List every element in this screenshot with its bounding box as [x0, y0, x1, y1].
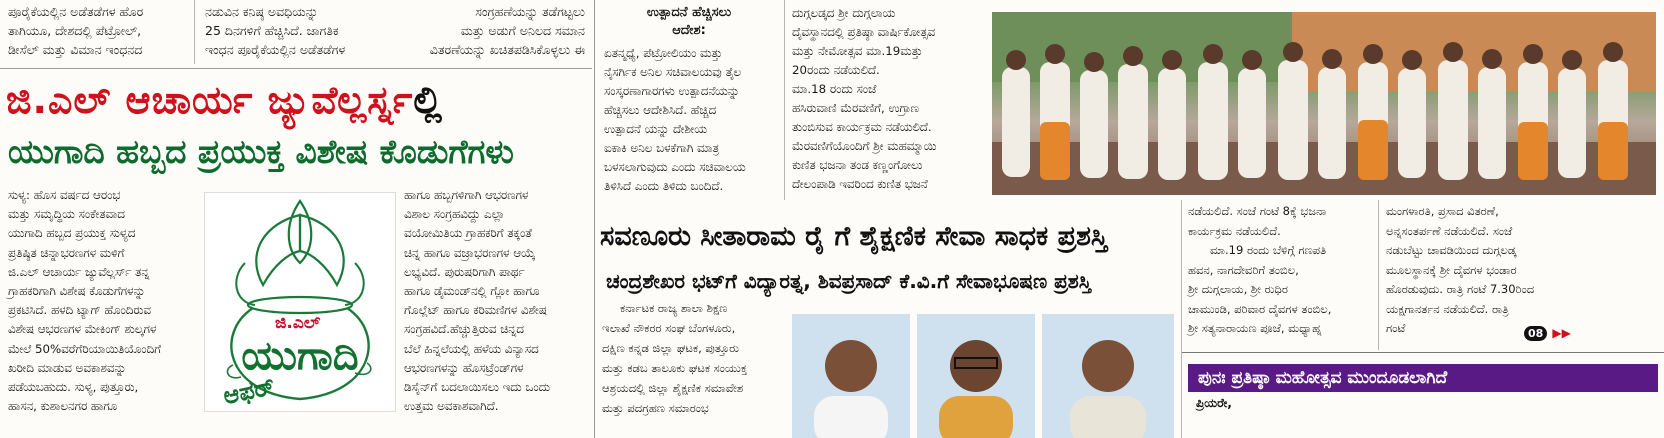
text-line: ಇಂಧನ ಪೂರೈಕೆಯಲ್ಲಿನ ಅಡೆತಡೆಗಳ [205, 42, 346, 57]
headline-suffix: ನಲ್ಲಿ [413, 78, 444, 122]
text-line: ಪೂರೈಕೆಯಲ್ಲಿನ ಅಡೆತಡೆಗಳ ಹೊರ [8, 4, 144, 19]
text-line: ಡೀಸೆಲ್ ಮತ್ತು ವಿಮಾನ ಇಂಧನದ [8, 42, 143, 57]
headline-ugadi-offers: ಯುಗಾದಿ ಹಬ್ಬದ ಪ್ರಯುಕ್ತ ವಿಶೇಷ ಕೊಡುಗೆಗಳು [8, 132, 514, 171]
notice-body: ಪ್ರಿಯರೇ, [1196, 396, 1232, 410]
temple-body: ದುಗ್ಗಲಡ್ಕದ ಶ್ರೀ ದುಗ್ಗಲಾಯ ದೈವಸ್ಥಾನದಲ್ಲಿ ಪ್ರತಿಷ್ಠಾ ವಾರ್ಷಿಕೋತ್ಸವ ಮತ್ತು ನೇಮೋತ್ಸವ ಮಾ.19ಮತ್ತು 20ರಂದು ನಡೆಯಲಿದೆ. ಮಾ.18 ರಂದು ಸಂಜೆ ಹಸಿರುವಾಣಿ ಮೆರವಣಿಗೆ, ಉಗ್ರಾಣ ತುಂಬಿಸುವ ಕಾರ್ಯಕ್ರಮ ನಡೆಯಲಿದೆ. ಮೆರವಣಿಗೆಯೊಂದಿಗೆ ಶ್ರೀ ಮಹಮ್ಮಾಯಿ ಕುಣಿತ ಭಜನಾ ತಂಡ ಕಣ್ಣಂಗೋಲು ದೇಲಂಪಾಡಿ ಇವರಿಂದ ಕುಣಿತ ಭಜನೆ [792, 6, 937, 191]
ad-brand: ಜಿ.ಎಲ್ [275, 313, 321, 333]
top-col-2 [205, 2, 385, 59]
portrait-2 [917, 314, 1035, 438]
ad-title: ಯುಗಾದಿ [241, 333, 359, 379]
page-marker [1524, 322, 1571, 341]
temple-group-photo [992, 12, 1656, 195]
award-body: ಕರ್ನಾಟಕ ರಾಜ್ಯ ಶಾಲಾ ಶಿಕ್ಷಣ ಇಲಾಖೆ ನೌಕರರ ಸಂಘ ಬೆಂಗಳೂರು, ದಕ್ಷಿಣ ಕನ್ನಡ ಜಿಲ್ಲಾ ಘಟಕ, ಪುತ್ತೂರು ಮತ್ತು ಕಡಬ ತಾಲೂಕು ಘಟಕ ಸಂಯುಕ್ತ ಆಶ್ರಯದಲ್ಲಿ ಜಿಲ್ಲಾ ಶೈಕ್ಷಣಿಕ ಸಮಾವೇಶ ಮತ್ತು ಪದಗ್ರಹಣ ಸಮಾರಂಭ [602, 301, 747, 415]
page-number: 08 [1524, 326, 1547, 341]
right-col-1: ನಡೆಯಲಿದೆ. ಸಂಜೆ ಗಂಟೆ 8ಕ್ಕೆ ಭಜನಾ ಕಾರ್ಯಕ್ರಮ ನಡೆಯಲಿದೆ. ಮಾ.19 ರಂದು ಬೆಳಿಗ್ಗೆ ಗಣಪತಿ ಹವನ, ನಾಗದೇವರಿಗೆ ತಂಬಿಲ, ಶ್ರೀ ದುಗ್ಗಲಾಯ, ಶ್ರೀ ರುಧಿರ ಚಾಮುಂಡಿ, ಪರಿವಾರ ದೈವಗಳ ತಂಬಿಲ, ಶ್ರೀ ಸತ್ಯನಾರಾಯಣ ಪೂಜೆ, ಮಧ್ಯಾಹ್ನ [1188, 204, 1332, 335]
portrait-1 [792, 314, 910, 438]
ugadi-offer-ad [204, 192, 396, 412]
portrait-3 [1042, 314, 1174, 438]
text-line: ನಡುವಿನ ಕನಿಷ್ಠ ಅವಧಿಯನ್ನು [205, 4, 319, 19]
arrow-right-icon: ▶▶ [1552, 326, 1571, 340]
ad-sub: ಆಫರ್ [220, 371, 278, 411]
top-col-3 [395, 2, 585, 59]
jewel-col-2: ಹಾಗೂ ಹಬ್ಬಗಳಿಗಾಗಿ ಆಭರಣಗಳ ವಿಶಾಲ ಸಂಗ್ರಹವಿದ್ದು ಎಲ್ಲಾ ವಯೋಮಿತಿಯ ಗ್ರಾಹಕರಿಗೆ ತಕ್ಕಂತೆ ಚಿನ್ನ ಹಾಗೂ ವಜ್ರಾಭರಣಗಳ ಆಯ್ಕೆ ಲಭ್ಯವಿದೆ. ಪುರುಷರಿಗಾಗಿ ಪಾರ್ಥ ಹಾಗೂ ಡೈಮಂಡ್‌ನಲ್ಲಿ ಗ್ಲೋ ಹಾಗೂ ಗೊಲ್ಲೆಟ್ ಹಾಗೂ ಕರಿಮಣಿಗಳ ವಿಶೇಷ ಸಂಗ್ರಹವಿದೆ.ಹೆಚ್ಚುತ್ತಿರುವ ಚಿನ್ನದ ಬೆಲೆ ಹಿನ್ನಲೆಯಲ್ಲಿ ಹಳೆಯ ವಿನ್ಯಾಸದ ಆಭರಣಗಳನ್ನು ಹೊಸಟ್ರೆಂಡ್‌ಗಳ ಡಿಸೈನ್‌ಗೆ ಬದಲಾಯಿಸಲು ಇದು ಒಂದು ಉತ್ತಮ ಅವಕಾಶವಾಗಿದೆ. [404, 188, 550, 414]
text-line: ಸಂಗ್ರಹಣೆಯನ್ನು ತಡೆಗಟ್ಟಲು [475, 4, 585, 19]
right-col-2: ಮಂಗಳಾರತಿ, ಪ್ರಸಾದ ವಿತರಣೆ, ಅನ್ನಸಂತರ್ಪಣೆ ನಡೆಯಲಿದೆ. ಸಂಜೆ ನಡುಬೆಟ್ಟು ಚಾವಡಿಯಿಂದ ದುಗ್ಗಲಡ್ಕ ಮೂಲಸ್ಥಾನಕ್ಕೆ ಶ್ರೀ ದೈವಗಳ ಭಂಡಾರ ಹೊರಡುವುದು. ರಾತ್ರಿ ಗಂಟೆ 7.30ರಿಂದ ಯಕ್ಷಗಾನರ್ತನ ನಡೆಯಲಿದೆ. ರಾತ್ರಿ ಗಂಟೆ [1386, 204, 1535, 335]
text-line: ಮತ್ತು ಅಡುಗೆ ಅನಿಲದ ಸಮಾನ [460, 23, 585, 38]
notice-title: ಪುನಃ ಪ್ರತಿಷ್ಠಾ ಮಹೋತ್ಸವ ಮುಂದೂಡಲಾಗಿದೆ [1198, 368, 1448, 388]
jewel-col-1: ಸುಳ್ಯ: ಹೊಸ ವರ್ಷದ ಆರಂಭ ಮತ್ತು ಸಮೃದ್ಧಿಯ ಸಂಕೇತವಾದ ಯುಗಾದಿ ಹಬ್ಬದ ಪ್ರಯುಕ್ತ ಸುಳ್ಯದ ಪ್ರತಿಷ್ಠಿತ ಚಿನ್ನಾಭರಣಗಳ ಮಳಿಗೆ ಜಿ.ಎಲ್ ಆಚಾರ್ಯ ಜ್ಯುವೆಲ್ಲರ್ಸ್ ತನ್ನ ಗ್ರಾಹಕರಿಗಾಗಿ ವಿಶೇಷ ಕೊಡುಗೆಗಳನ್ನು ಪ್ರಕಟಿಸಿದೆ. ಹಳದಿ ಟ್ಯಾಗ್ ಹೊಂದಿರುವ ವಿಶೇಷ ಆಭರಣಗಳ ಮೇಕಿಂಗ್ ಶುಲ್ಕಗಳ ಮೇಲೆ 50%ವರೆಗೆರಿಯಾಯಿತಿಯೊಂದಿಗೆ ಖರೀದಿ ಮಾಡುವ ಅವಕಾಶವನ್ನು ಪಡೆಯಬಹುದು. ಸುಳ್ಯ, ಪುತ್ತೂರು, ಹಾಸನ, ಕುಶಾಲನಗರ ಹಾಗೂ [8, 188, 161, 414]
top-col-1 [8, 2, 188, 59]
award-headline-2: ಚಂದ್ರಶೇಖರ ಭಟ್‌ಗೆ ವಿದ್ಯಾರತ್ನ, ಶಿವಪ್ರಸಾದ್ ಕೆ.ವಿ.ಗೆ ಸೇವಾಭೂಷಣ ಪ್ರಶಸ್ತಿ [606, 269, 1092, 293]
notice-banner [1188, 364, 1658, 392]
production-body: ಏತನ್ಮಧ್ಯೆ, ಪೆಟ್ರೋಲಿಯಂ ಮತ್ತು ನೈಸರ್ಗಿಕ ಅನಿಲ ಸಚಿವಾಲಯವು ತೈಲ ಸಂಸ್ಕರಣಾಗಾರಗಳು ಉತ್ಪಾದನೆಯನ್ನು ಹೆಚ್ಚಿಸಲು ಆದೇಶಿಸಿದೆ. ಹೆಚ್ಚಿದ ಉತ್ಪಾದನೆ ಯನ್ನು ದೇಶೀಯ ಐಕಾಕಿ ಅನಿಲ ಬಳಕೆಗಾಗಿ ಮಾತ್ರ ಬಳಸಲಾಗುವುದು ಎಂದು ಸಚಿವಾಲಯ ತಿಳಿಸಿದೆ ಎಂದು ತಿಳಿದು ಬಂದಿದೆ. [604, 46, 746, 193]
headline-brand: ಜಿ.ಎಲ್ ಆಚಾರ್ಯ ಜ್ಯುವೆಲ್ಲರ್ಸ್ [6, 78, 414, 122]
subhead-production: ಉತ್ಪಾದನೆ ಹೆಚ್ಚಿಸಲು ಆದೇಶ: [646, 5, 732, 38]
award-headline-1: ಸವಣೂರು ಸೀತಾರಾಮ ರೈ ಗೆ ಶೈಕ್ಷಣಿಕ ಸೇವಾ ಸಾಧಕ ಪ್ರಶಸ್ತಿ [600, 221, 1108, 252]
text-line: 25 ದಿನಗಳಿಗೆ ಹೆಚ್ಚಿಸಿದೆ. ಜಾಗತಿಕ [205, 23, 339, 38]
headline-jewellers [6, 76, 590, 124]
text-line: ವಿತರಣೆಯನ್ನು ಖಚಿತಪಡಿಸಿಕೊಳ್ಳಲು ಈ [429, 42, 585, 57]
text-line: ತಾಗಿಯೂ, ದೇಶದಲ್ಲಿ ಪೆಟ್ರೋಲ್, [8, 23, 142, 38]
